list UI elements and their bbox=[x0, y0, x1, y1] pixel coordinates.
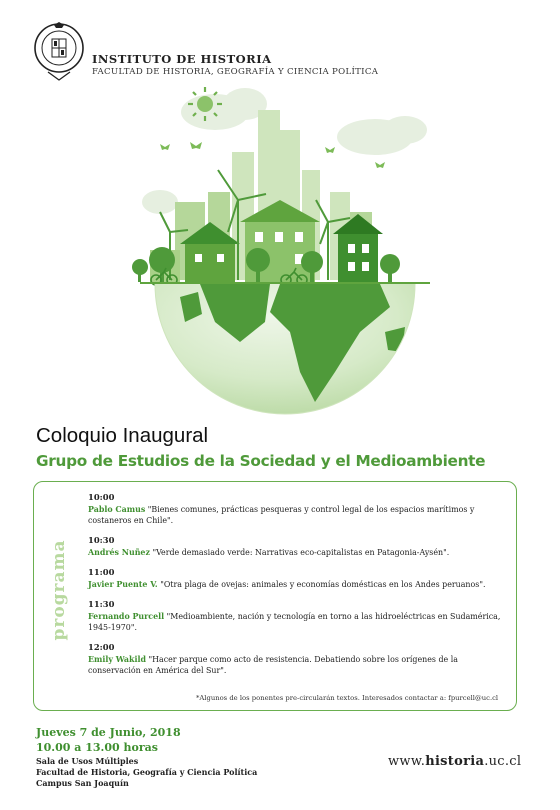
item-time: 11:00 bbox=[88, 567, 115, 577]
program-item bbox=[88, 642, 508, 676]
eco-city-globe-illustration bbox=[120, 82, 450, 422]
venue-room: Sala de Usos Múltiples bbox=[36, 756, 139, 766]
venue-faculty: Facultad de Historia, Geografía y Ciencia Política bbox=[36, 767, 258, 777]
university-seal-icon bbox=[34, 22, 84, 84]
website-domain: historia bbox=[425, 754, 485, 769]
faculty-name: FACULTAD DE HISTORIA, GEOGRAFÍA Y CIENCIA POLÍTICA bbox=[92, 67, 379, 77]
item-talk: "Medioambiente, nación y tecnología en torno a las hidroeléctricas en Sudamérica, 1945-1970". bbox=[88, 612, 501, 632]
header bbox=[34, 22, 514, 88]
item-speaker: Pablo Camus bbox=[88, 505, 146, 514]
event-venue bbox=[36, 756, 257, 789]
item-time: 11:30 bbox=[88, 599, 115, 609]
item-talk: "Bienes comunes, prácticas pesqueras y control legal de los espacios marítimos y costaneros en Chile". bbox=[88, 505, 475, 525]
event-subtitle: Grupo de Estudios de la Sociedad y el Medioambiente bbox=[36, 452, 486, 470]
item-time: 10:00 bbox=[88, 492, 115, 502]
website-link[interactable] bbox=[388, 754, 521, 769]
item-talk: "Otra plaga de ovejas: animales y economías domésticas en los Andes peruanos". bbox=[160, 580, 486, 589]
program-side-label: programa bbox=[49, 539, 69, 641]
item-speaker: Javier Puente V. bbox=[88, 580, 158, 589]
event-date: Jueves 7 de Junio, 2018 bbox=[36, 726, 181, 739]
program-item bbox=[88, 535, 508, 558]
website-prefix: www. bbox=[388, 754, 426, 769]
item-time: 10:30 bbox=[88, 535, 115, 545]
item-talk: "Verde demasiado verde: Narrativas eco-capitalistas en Patagonia-Aysén". bbox=[152, 548, 450, 557]
website-suffix: .uc.cl bbox=[484, 754, 522, 769]
item-talk: "Hacer parque como acto de resistencia. Debatiendo sobre los orígenes de la conservación en América del Sur". bbox=[88, 655, 458, 675]
program-item bbox=[88, 599, 508, 633]
event-title: Coloquio Inaugural bbox=[36, 424, 209, 447]
item-speaker: Emily Wakild bbox=[88, 655, 146, 664]
program-note: *Algunos de los ponentes pre-circularán textos. Interesados contactar a: fpurcell@uc.cl bbox=[196, 694, 499, 702]
venue-campus: Campus San Joaquín bbox=[36, 778, 129, 788]
item-speaker: Fernando Purcell bbox=[88, 612, 165, 621]
item-time: 12:00 bbox=[88, 642, 115, 652]
institute-name: INSTITUTO DE HISTORIA bbox=[92, 52, 272, 66]
event-hours: 10.00 a 13.00 horas bbox=[36, 741, 158, 754]
program-item bbox=[88, 492, 508, 526]
program-list bbox=[88, 492, 508, 685]
item-speaker: Andrés Nuñez bbox=[88, 548, 150, 557]
program-item bbox=[88, 567, 508, 590]
